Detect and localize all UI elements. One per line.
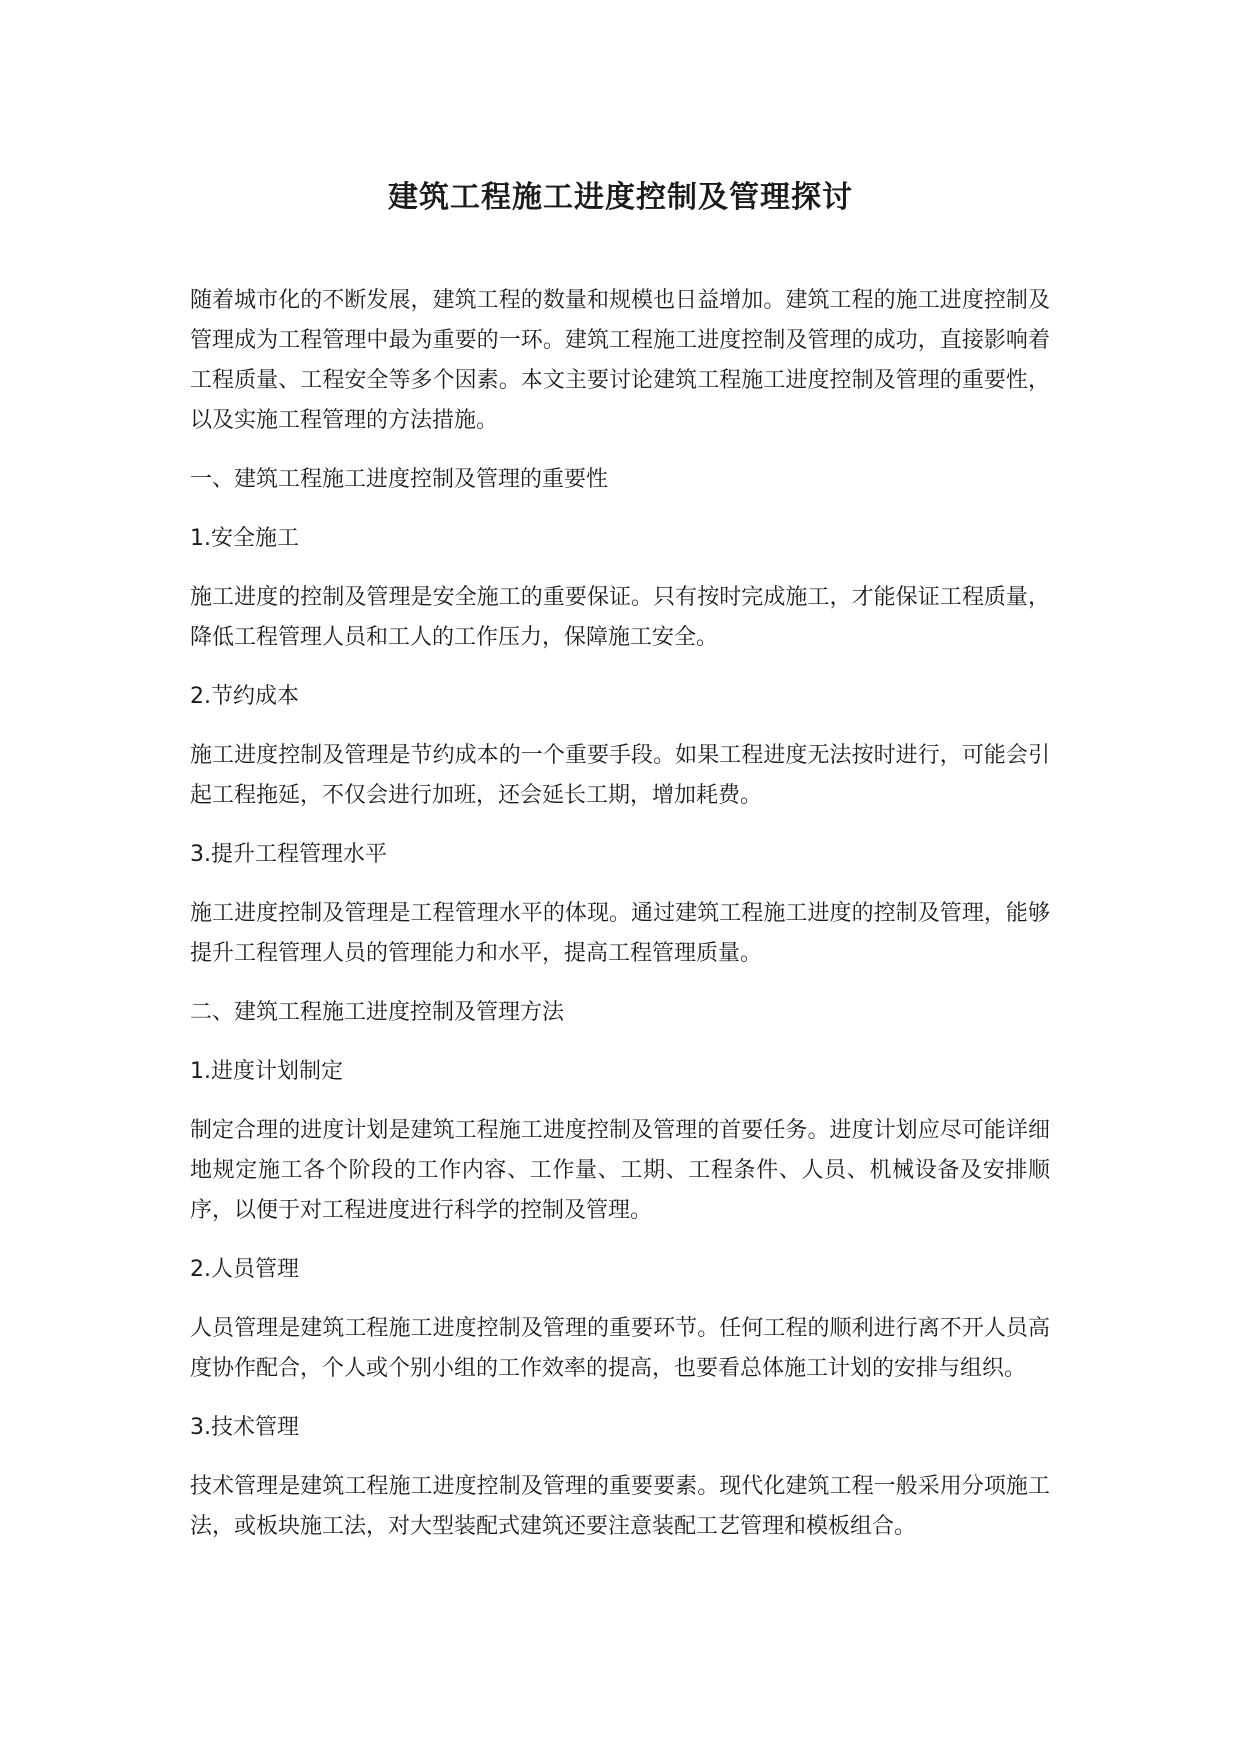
subheading-schedule-planning: 1.进度计划制定 bbox=[190, 1059, 343, 1084]
subheading-personnel-management: 2.人员管理 bbox=[190, 1257, 299, 1282]
paragraph-technical-management: 技术管理是建筑工程施工进度控制及管理的重要要素。现代化建筑工程一般采用分项施工法，或板块施工法，对大型装配式建筑还要注意装配工艺管理和模板组合。 bbox=[190, 1474, 1050, 1539]
section-heading-methods: 二、建筑工程施工进度控制及管理方法 bbox=[190, 1000, 565, 1025]
paragraph-cost-saving: 施工进度控制及管理是节约成本的一个重要手段。如果工程进度无法按时进行，可能会引起工程拖延，不仅会进行加班，还会延长工期，增加耗费。 bbox=[190, 743, 1050, 808]
subheading-technical-management: 3.技术管理 bbox=[190, 1415, 299, 1440]
paragraph-personnel-management: 人员管理是建筑工程施工进度控制及管理的重要环节。任何工程的顺利进行离不开人员高度协作配合，个人或个别小组的工作效率的提高，也要看总体施工计划的安排与组织。 bbox=[190, 1316, 1050, 1381]
subheading-management-level: 3.提升工程管理水平 bbox=[190, 842, 387, 867]
document-title: 建筑工程施工进度控制及管理探讨 bbox=[388, 180, 853, 215]
paragraph-safe-construction: 施工进度的控制及管理是安全施工的重要保证。只有按时完成施工，才能保证工程质量，降低工程管理人员和工人的工作压力，保障施工安全。 bbox=[190, 585, 1050, 650]
paragraph-management-level: 施工进度控制及管理是工程管理水平的体现。通过建筑工程施工进度的控制及管理，能够提升工程管理人员的管理能力和水平，提高工程管理质量。 bbox=[190, 901, 1050, 966]
paragraph-schedule-planning: 制定合理的进度计划是建筑工程施工进度控制及管理的首要任务。进度计划应尽可能详细地规定施工各个阶段的工作内容、工作量、工期、工程条件、人员、机械设备及安排顺序，以便于对工程进度进行科学的控制及管理。 bbox=[190, 1118, 1050, 1223]
subheading-safe-construction: 1.安全施工 bbox=[190, 526, 299, 551]
intro-paragraph: 随着城市化的不断发展，建筑工程的数量和规模也日益增加。建筑工程的施工进度控制及管理成为工程管理中最为重要的一环。建筑工程施工进度控制及管理的成功，直接影响着工程质量、工程安全等多个因素。本文主要讨论建筑工程施工进度控制及管理的重要性，以及实施工程管理的方法措施。 bbox=[190, 288, 1050, 433]
section-heading-importance: 一、建筑工程施工进度控制及管理的重要性 bbox=[190, 467, 609, 492]
document-body bbox=[190, 281, 1050, 1566]
subheading-cost-saving: 2.节约成本 bbox=[190, 684, 299, 709]
